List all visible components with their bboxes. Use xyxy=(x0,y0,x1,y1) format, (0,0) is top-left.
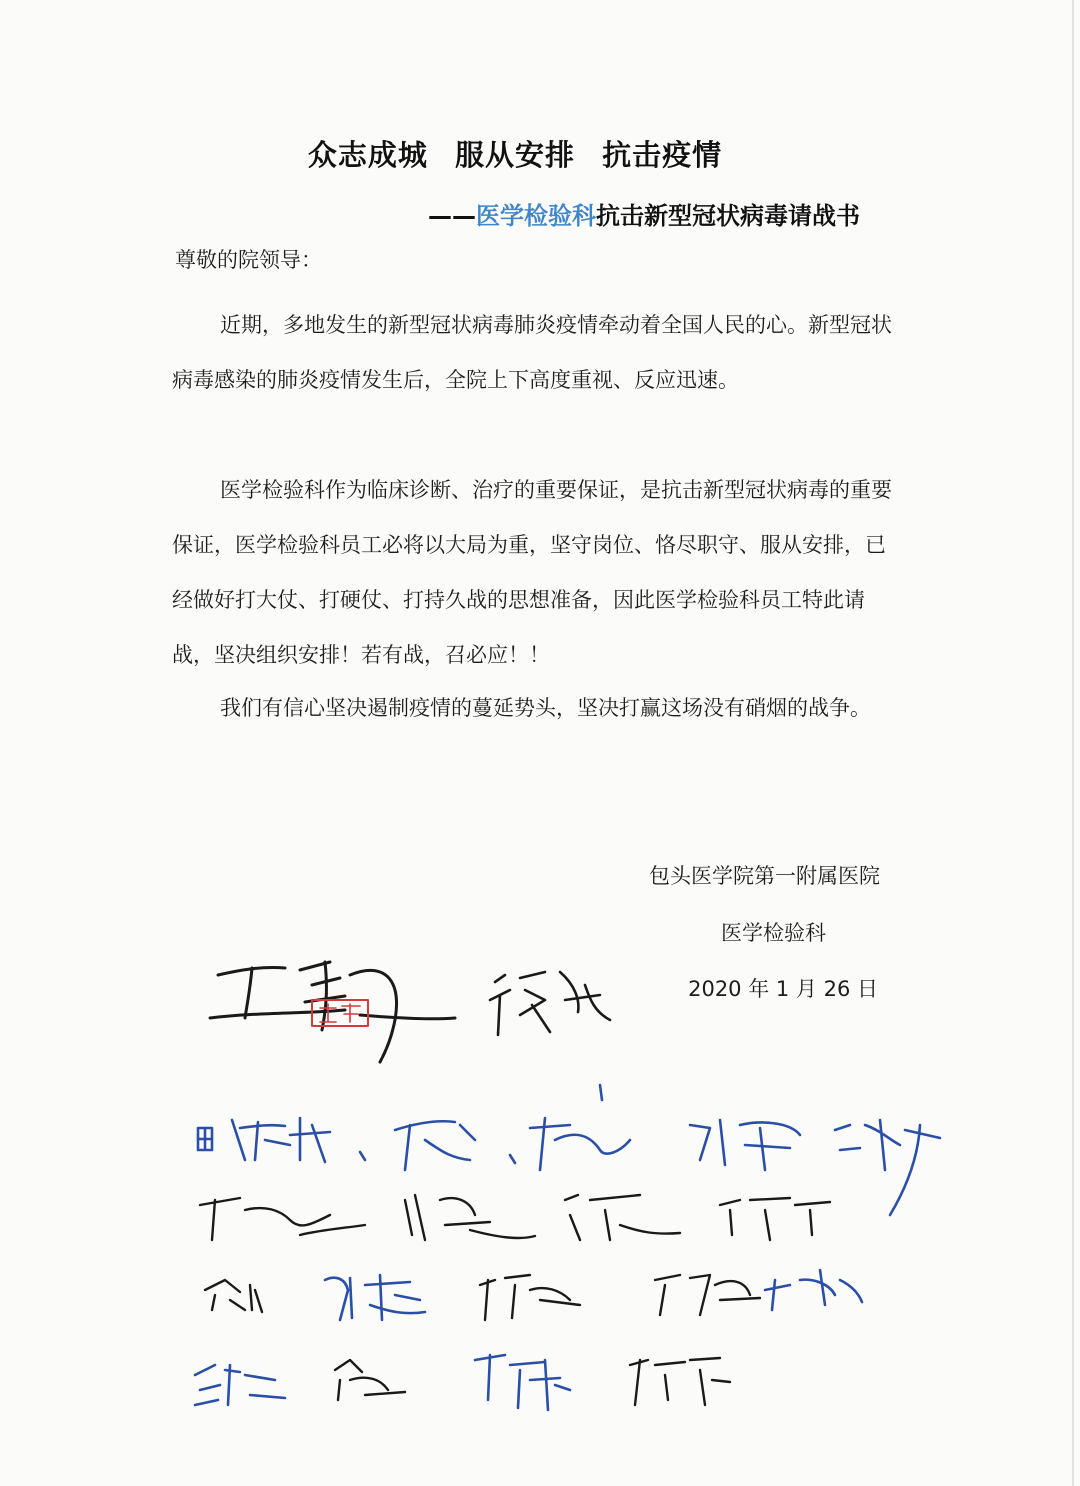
signature-black-row-2 xyxy=(200,1195,830,1240)
subtitle-highlight: 医学检验科 xyxy=(476,202,596,230)
title-part-3: 抗击疫情 xyxy=(602,138,723,172)
subtitle-dash: —— xyxy=(428,202,476,230)
signature-black-1 xyxy=(210,962,455,1062)
signature-blue-row-1 xyxy=(198,1085,940,1215)
title-part-2: 服从安排 xyxy=(454,138,575,172)
title-part-1: 众志成城 xyxy=(307,138,428,172)
signature-black-row-4 xyxy=(335,1358,730,1405)
signature-organization: 包头医学院第一附属医院 xyxy=(649,864,880,888)
paragraph-text: 近期，多地发生的新型冠状病毒肺炎疫情牵动着全国人民的心。新型冠状病毒感染的肺炎疫情发生后，全院上下高度重视、反应迅速。 xyxy=(172,313,892,392)
salutation: 尊敬的院领导： xyxy=(175,248,322,272)
paragraph-text: 医学检验科作为临床诊断、治疗的重要保证，是抗击新型冠状病毒的重要保证，医学检验科员工必将以大局为重，坚守岗位、恪尽职守、服从安排，已经做好打大仗、打硬仗、打持久战的思想准备，因此医学检验科员工特此请战，坚决组织安排！若有战，召必应！！ xyxy=(172,478,892,667)
signature-department: 医学检验科 xyxy=(721,921,826,945)
signature-black-2 xyxy=(490,972,610,1035)
subtitle-rest: 抗击新型冠状病毒请战书 xyxy=(596,202,860,230)
signature-black-row-3 xyxy=(205,1275,760,1320)
paragraph-text: 我们有信心坚决遏制疫情的蔓延势头，坚决打赢这场没有硝烟的战争。 xyxy=(220,696,871,720)
signature-blue-row-2 xyxy=(325,1270,862,1320)
signature-date: 2020 年 1 月 26 日 xyxy=(688,977,878,1001)
